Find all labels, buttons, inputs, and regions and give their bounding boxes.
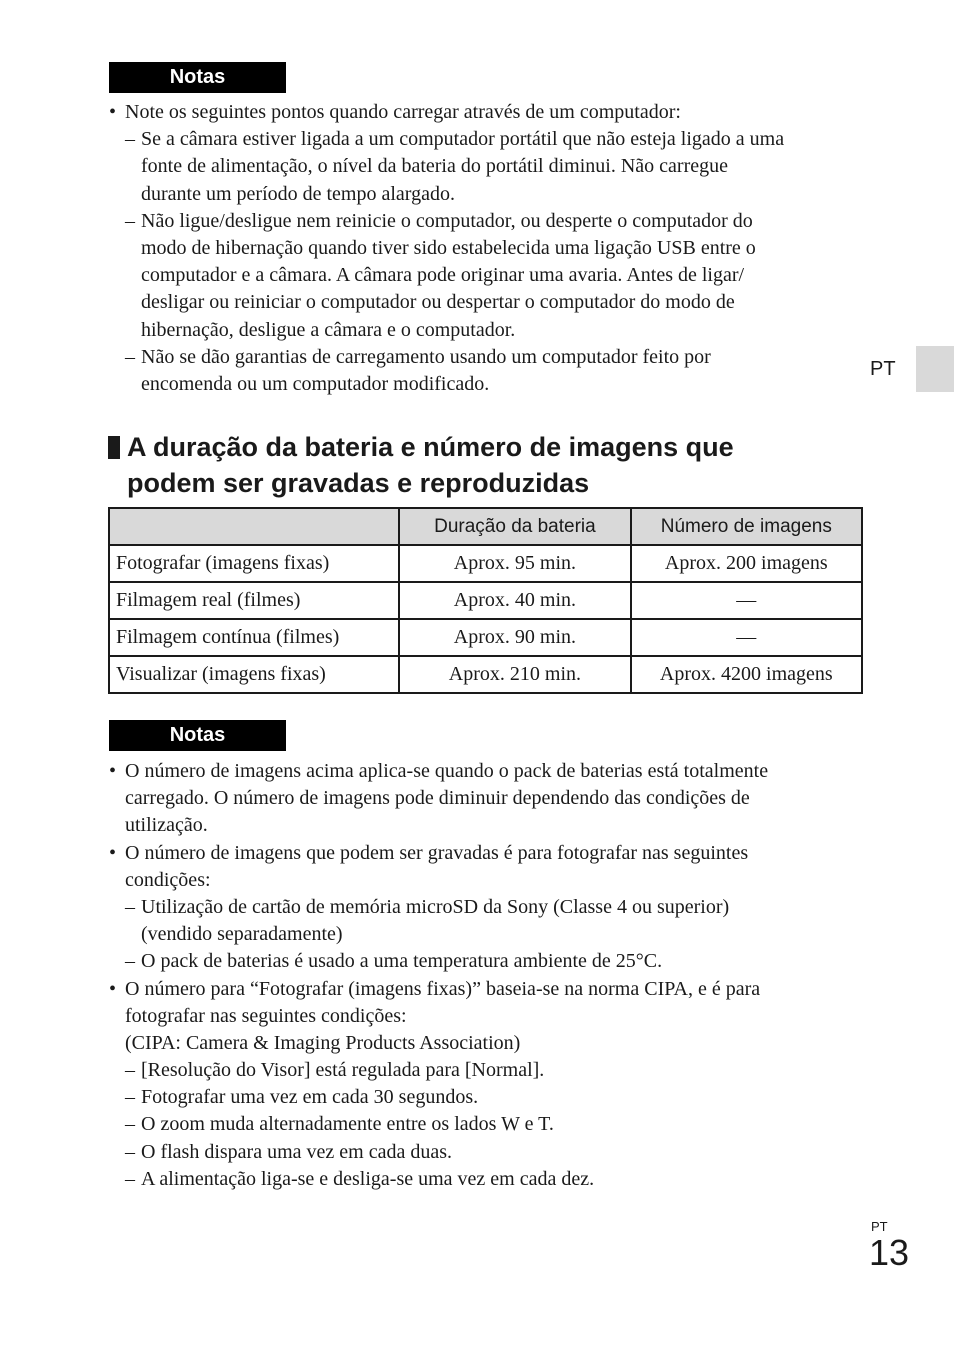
- note-text: O número para “Fotografar (imagens fixas)” baseia-se na norma CIPA, e é para: [125, 977, 761, 1000]
- note-text: Utilização de cartão de memória microSD da Sony (Classe 4 ou superior): [141, 895, 730, 918]
- bullet: •: [109, 760, 117, 782]
- bullet: •: [109, 101, 117, 123]
- table-cell-mode: Fotografar (imagens fixas): [109, 545, 399, 582]
- notes-header: Notas: [109, 62, 286, 93]
- table-header-duration: Duração da bateria: [399, 508, 630, 545]
- table-cell-duration: Aprox. 210 min.: [399, 656, 630, 693]
- table-cell-images: Aprox. 200 imagens: [631, 545, 862, 582]
- note-text: [Resolução do Visor] está regulada para [Normal].: [141, 1059, 545, 1082]
- note-text: O número de imagens que podem ser gravadas é para fotografar nas seguintes: [125, 841, 749, 864]
- table-cell-duration: Aprox. 90 min.: [399, 619, 630, 656]
- dash: –: [125, 895, 135, 918]
- notes-list-battery: [0, 758, 954, 1193]
- note-text: Se a câmara estiver ligada a um computador portátil que não esteja ligado a uma: [141, 128, 785, 151]
- page-number: 13: [869, 1232, 910, 1273]
- table-cell-duration: Aprox. 95 min.: [399, 545, 630, 582]
- dash: –: [125, 1140, 135, 1163]
- note-text: (vendido separadamente): [141, 923, 343, 946]
- note-text: desligar ou reiniciar o computador ou despertar o computador do modo de: [141, 291, 735, 314]
- table-cell-mode: Filmagem real (filmes): [109, 582, 399, 619]
- note-text: Não ligue/desligue nem reinicie o computador, ou desperte o computador do: [141, 209, 753, 232]
- note-text: A alimentação liga-se e desliga-se uma vez em cada dez.: [141, 1167, 595, 1190]
- dash: –: [125, 1113, 135, 1136]
- dash: –: [125, 209, 135, 232]
- table-row: [109, 656, 862, 693]
- note-text: utilização.: [125, 814, 208, 837]
- note-text: encomenda ou um computador modificado.: [141, 372, 490, 395]
- note-text: O zoom muda alternadamente entre os lados W e T.: [141, 1113, 554, 1136]
- dash: –: [125, 128, 135, 151]
- note-text: fotografar nas seguintes condições:: [125, 1004, 407, 1027]
- table-header-row: [109, 508, 862, 545]
- dash: –: [125, 1167, 135, 1190]
- notes-header: Notas: [109, 720, 286, 751]
- heading-marker-icon: [108, 436, 120, 459]
- note-text: carregado. O número de imagens pode diminuir dependendo das condições de: [125, 787, 750, 810]
- table-cell-mode: Filmagem contínua (filmes): [109, 619, 399, 656]
- bullet: •: [109, 841, 117, 864]
- table-header-empty: [109, 508, 399, 545]
- table-row: [109, 582, 862, 619]
- table-cell-images: —: [631, 619, 862, 656]
- dash: –: [125, 1086, 135, 1109]
- note-text: computador e a câmara. A câmara pode originar uma avaria. Antes de ligar/: [141, 264, 745, 287]
- table-cell-duration: Aprox. 40 min.: [399, 582, 630, 619]
- note-text: hibernação, desligue a câmara e o computador.: [141, 318, 516, 341]
- dash: –: [125, 950, 135, 973]
- section-title-line1: A duração da bateria e número de imagens que: [127, 432, 734, 462]
- side-tab-label: PT: [870, 358, 896, 380]
- note-text: Note os seguintes pontos quando carregar através de um computador:: [125, 101, 681, 123]
- dash: –: [125, 345, 135, 368]
- note-text: Fotografar uma vez em cada 30 segundos.: [141, 1086, 479, 1109]
- note-text: O flash dispara uma vez em cada duas.: [141, 1140, 452, 1163]
- note-text: (CIPA: Camera & Imaging Products Association): [125, 1031, 521, 1054]
- section-title-line2: podem ser gravadas e reproduzidas: [127, 468, 590, 498]
- note-text: modo de hibernação quando tiver sido estabelecida uma ligação USB entre o: [141, 236, 756, 259]
- note-text: fonte de alimentação, o nível da bateria do portátil diminui. Não carregue: [141, 155, 728, 178]
- table-cell-images: Aprox. 4200 imagens: [631, 656, 862, 693]
- note-text: O número de imagens acima aplica-se quando o pack de baterias está totalmente: [125, 760, 769, 782]
- table-cell-images: —: [631, 582, 862, 619]
- dash: –: [125, 1059, 135, 1082]
- table-row: [109, 545, 862, 582]
- notes-list-charging: [0, 99, 954, 398]
- note-text: Não se dão garantias de carregamento usando um computador feito por: [141, 345, 711, 368]
- table-row: [109, 619, 862, 656]
- note-text: durante um período de tempo alargado.: [141, 182, 455, 205]
- note-text: condições:: [125, 868, 211, 891]
- page-language: PT: [871, 1219, 888, 1234]
- battery-table: [108, 507, 863, 694]
- table-cell-mode: Visualizar (imagens fixas): [109, 656, 399, 693]
- note-text: O pack de baterias é usado a uma temperatura ambiente de 25°C.: [141, 950, 663, 973]
- table-header-images: Número de imagens: [631, 508, 862, 545]
- bullet: •: [109, 977, 117, 1000]
- side-tab: [916, 346, 954, 392]
